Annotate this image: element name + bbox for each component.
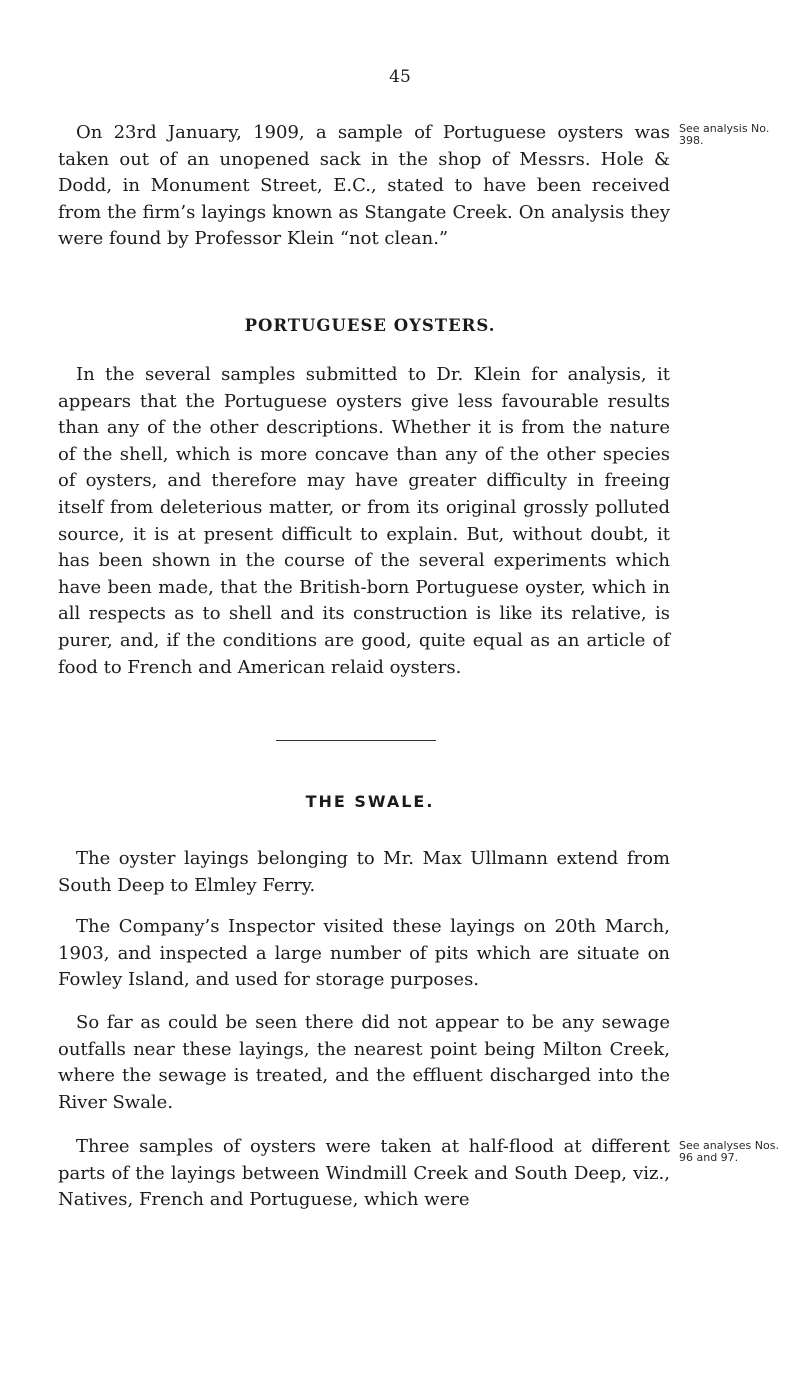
paragraph-inspector-visit: The Company’s Inspector visited these layings on 20th March, 1903, and inspected a large number of pits which are situate on Fowley Island, and used for storage purposes.	[58, 916, 670, 991]
heading-portuguese-oysters: PORTUGUESE OYSTERS.	[244, 316, 496, 335]
margin-note-analyses-96-97: See analyses Nos. 96 and 97.	[679, 1139, 779, 1164]
paragraph-ullmann-layings: The oyster layings belonging to Mr. Max Ullmann extend from South Deep to Elmley Ferry.	[58, 848, 670, 896]
section-divider	[276, 740, 436, 741]
paragraph-portuguese-analysis: In the several samples submitted to Dr. Klein for analysis, it appears that the Portuguese oysters give less favourable results than any of the other descriptions. Whether it is from the nature of the shell, which is more concave than any of the other species of oysters, and therefore may have greater difficulty in freeing itself from deleterious matter, or from its original grossly polluted source, it is at present difficult to explain. But, without doubt, it has been shown in the course of the several experiments which have been made, that the British-born Portuguese oyster, which in all respects as to shell and its construction is like its relative, is purer, and, if the conditions are good, quite equal as an article of food to French and American relaid oysters.	[58, 364, 670, 678]
paragraph-stangate-sample: On 23rd January, 1909, a sample of Portuguese oysters was taken out of an unopened sack in the shop of Messrs. Hole & Dodd, in Monument Street, E.C., stated to have been received from the firm’s layings known as Stangate Creek. On analysis they were found by Professor Klein “not clean.”	[58, 122, 670, 250]
page-number: 45	[389, 67, 411, 87]
paragraph-sewage-outfalls: So far as could be seen there did not appear to be any sewage outfalls near these layings, the nearest point being Milton Creek, where the sewage is treated, and the effluent discharged into the River Swale.	[58, 1012, 670, 1113]
paragraph-three-samples: Three samples of oysters were taken at half-flood at different parts of the layings between Windmill Creek and South Deep, viz., Natives, French and Portuguese, which were	[58, 1136, 670, 1211]
heading-the-swale: THE SWALE.	[305, 792, 435, 811]
margin-note-analysis-398: See analysis No. 398.	[679, 122, 770, 147]
